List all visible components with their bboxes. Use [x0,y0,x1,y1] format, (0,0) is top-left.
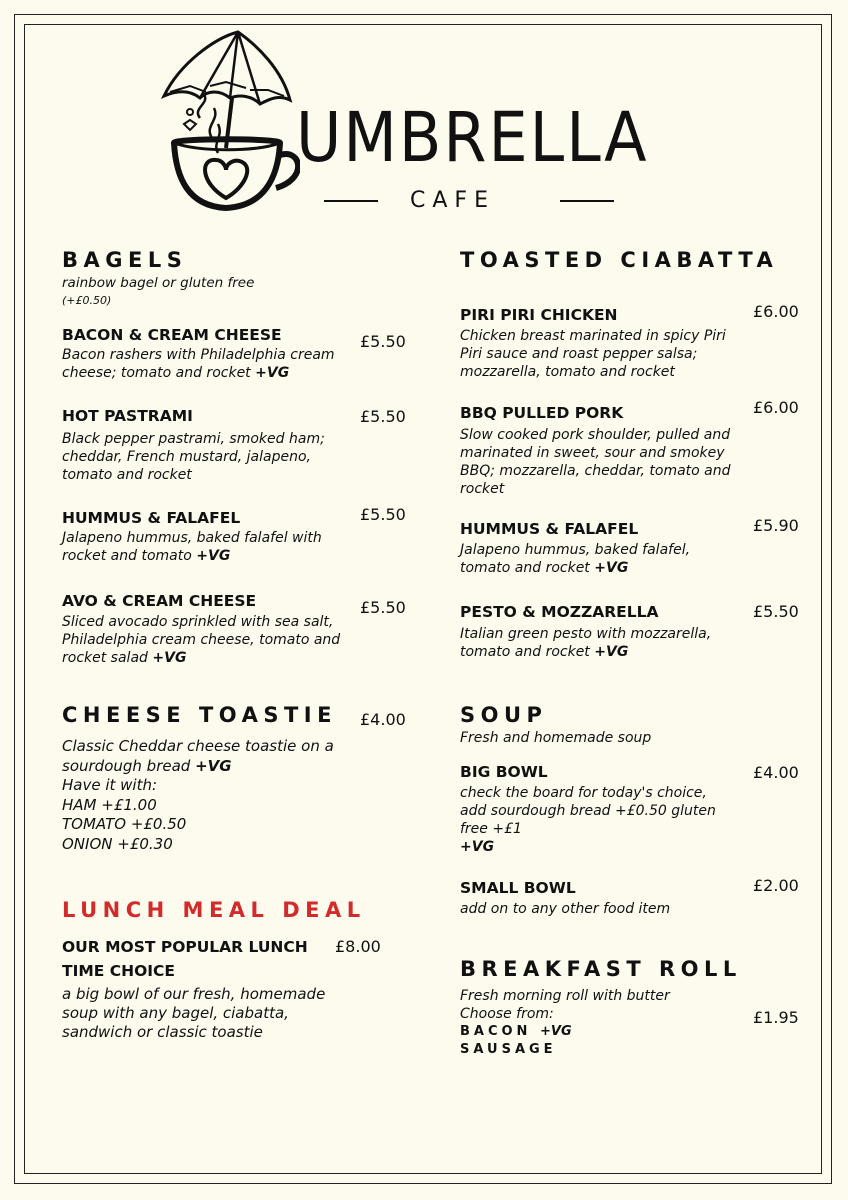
bagel-item-price: £5.50 [360,332,406,351]
bagel-item-name: AVO & CREAM CHEESE [62,592,257,610]
breakfast-price: £1.95 [753,1008,799,1027]
soup-small-desc: add on to any other food item [460,901,671,917]
bagel-item-name: HOT PASTRAMI [62,407,193,425]
divider-right [560,200,614,202]
toastie-desc: Classic Cheddar cheese toastie on a sourdough bread +VG Have it with: HAM +£1.00 TOMATO +£0.50 ONION +£0.30 [62,737,334,853]
bagel-item-desc: Bacon rashers with Philadelphia cream cheese; tomato and rocket +VG [62,347,335,381]
lunch-item-name-line1: OUR MOST POPULAR LUNCH [62,938,308,956]
bagel-item-name: HUMMUS & FALAFEL [62,509,241,527]
bagel-item-desc: Sliced avocado sprinkled with sea salt, Philadelphia cream cheese, tomato and rocket salad +VG [62,614,341,666]
bagels-note: (+£0.50) [62,294,112,307]
bagel-item-price: £5.50 [360,407,406,426]
lunch-desc: a big bowl of our fresh, homemade soup with any bagel, ciabatta, sandwich or classic toastie [62,985,326,1041]
umbrella-cup-logo-icon [160,28,300,218]
section-title-soup: SOUP [460,703,548,727]
brand-subtitle: CAFE [410,188,495,213]
divider-left [324,200,378,202]
ciabatta-item-desc: Slow cooked pork shoulder, pulled and marinated in sweet, sour and smokey BBQ; mozzarella, cheddar, tomato and rocket [460,427,731,497]
ciabatta-item-name: HUMMUS & FALAFEL [460,520,639,538]
soup-small-name: SMALL BOWL [460,879,576,897]
ciabatta-item-price: £5.50 [753,602,799,621]
soup-big-desc: check the board for today's choice, add sourdough bread +£0.50 gluten free +£1 +VG [460,785,716,855]
lunch-price: £8.00 [335,937,381,956]
lunch-item-name-line2: TIME CHOICE [62,962,176,980]
soup-big-price: £4.00 [753,763,799,782]
ciabatta-item-price: £5.90 [753,516,799,535]
section-title-toasted-ciabatta: TOASTED CIABATTA [460,248,779,272]
bagel-item-price: £5.50 [360,505,406,524]
section-title-cheese-toastie: CHEESE TOASTIE [62,703,337,727]
ciabatta-item-name: BBQ PULLED PORK [460,404,624,422]
ciabatta-item-name: PESTO & MOZZARELLA [460,603,659,621]
bagels-subtitle: rainbow bagel or gluten free [62,275,255,291]
breakfast-desc: Fresh morning roll with butter Choose from: BACON +VG SAUSAGE [460,988,670,1057]
bagel-item-desc: Black pepper pastrami, smoked ham; cheddar, French mustard, jalapeno, tomato and rocket [62,431,325,483]
ciabatta-item-name: PIRI PIRI CHICKEN [460,306,618,324]
ciabatta-item-desc: Chicken breast marinated in spicy Piri Piri sauce and roast pepper salsa; mozzarella, tomato and rocket [460,328,726,380]
brand-subtitle-row [324,188,614,214]
ciabatta-item-price: £6.00 [753,398,799,417]
brand-name: UMBRELLA [296,97,649,178]
soup-big-name: BIG BOWL [460,763,548,781]
bagel-item-name: BACON & CREAM CHEESE [62,326,282,344]
section-title-lunch-meal-deal: LUNCH MEAL DEAL [62,898,366,922]
section-title-bagels: BAGELS [62,248,188,272]
ciabatta-item-price: £6.00 [753,302,799,321]
soup-small-price: £2.00 [753,876,799,895]
section-title-breakfast-roll: BREAKFAST ROLL [460,957,742,981]
ciabatta-item-desc: Italian green pesto with mozzarella, tomato and rocket +VG [460,626,712,660]
soup-subtitle: Fresh and homemade soup [460,730,652,746]
toastie-price: £4.00 [360,710,406,729]
bagel-item-price: £5.50 [360,598,406,617]
bagel-item-desc: Jalapeno hummus, baked falafel with rocket and tomato +VG [62,530,322,564]
ciabatta-item-desc: Jalapeno hummus, baked falafel, tomato and rocket +VG [460,542,691,576]
